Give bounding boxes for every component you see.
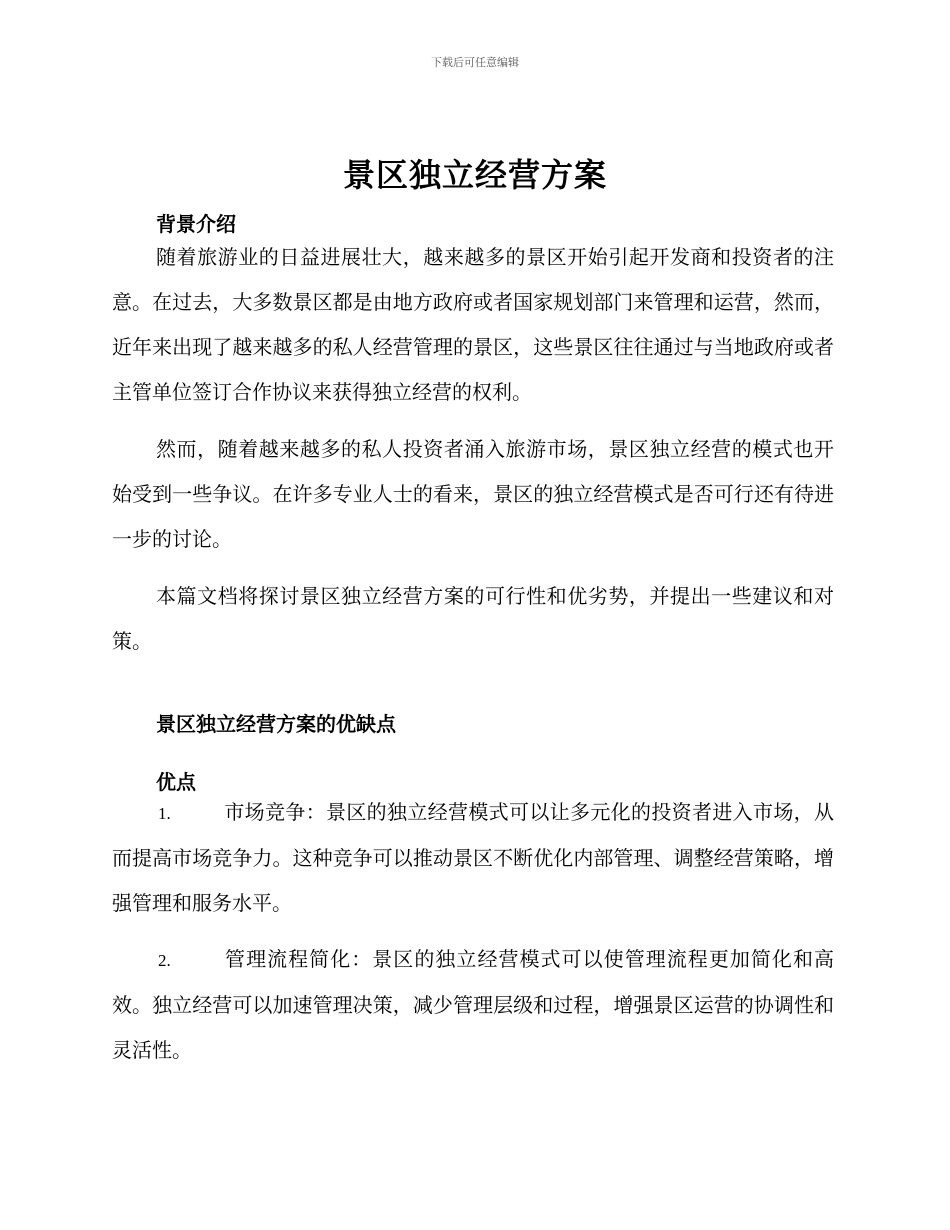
subheading-pros: 优点 (156, 770, 196, 794)
paragraph-3: 本篇文档将探讨景区独立经营方案的可行性和优劣势，并提出一些建议和对策。 (112, 584, 834, 653)
list-item-text: 管理流程简化：景区的独立经营模式可以使管理流程更加简化和高效。独立经营可以加速管理决策，减少管理层级和过程，增强景区运营的协调性和灵活性。 (112, 947, 834, 1062)
section-heading-pros-cons: 景区独立经营方案的优缺点 (156, 712, 396, 736)
list-item (112, 937, 834, 1073)
paragraph-1: 随着旅游业的日益进展壮大，越来越多的景区开始引起开发商和投资者的注意。在过去，大多数景区都是由地方政府或者国家规划部门来管理和运营，然而，近年来出现了越来越多的私人经营管理的景区，这些景区往往通过与当地政府或者主管单位签订合作协议来获得独立经营的权利。 (112, 245, 834, 404)
section-heading-background: 背景介绍 (156, 212, 236, 236)
paragraph-2: 然而，随着越来越多的私人投资者涌入旅游市场，景区独立经营的模式也开始受到一些争议。在许多专业人士的看来，景区的独立经营模式是否可行还有待进一步的讨论。 (112, 437, 834, 551)
list-item-text: 市场竞争：景区的独立经营模式可以让多元化的投资者进入市场，从而提高市场竞争力。这种竞争可以推动景区不断优化内部管理、调整经营策略，增强管理和服务水平。 (112, 800, 834, 915)
list-item (112, 790, 834, 926)
list-item-number: 1. (158, 804, 171, 823)
document-title: 景区独立经营方案 (342, 156, 607, 194)
header-note: 下载后可任意编辑 (431, 56, 519, 69)
list-item-number: 2. (158, 951, 171, 970)
